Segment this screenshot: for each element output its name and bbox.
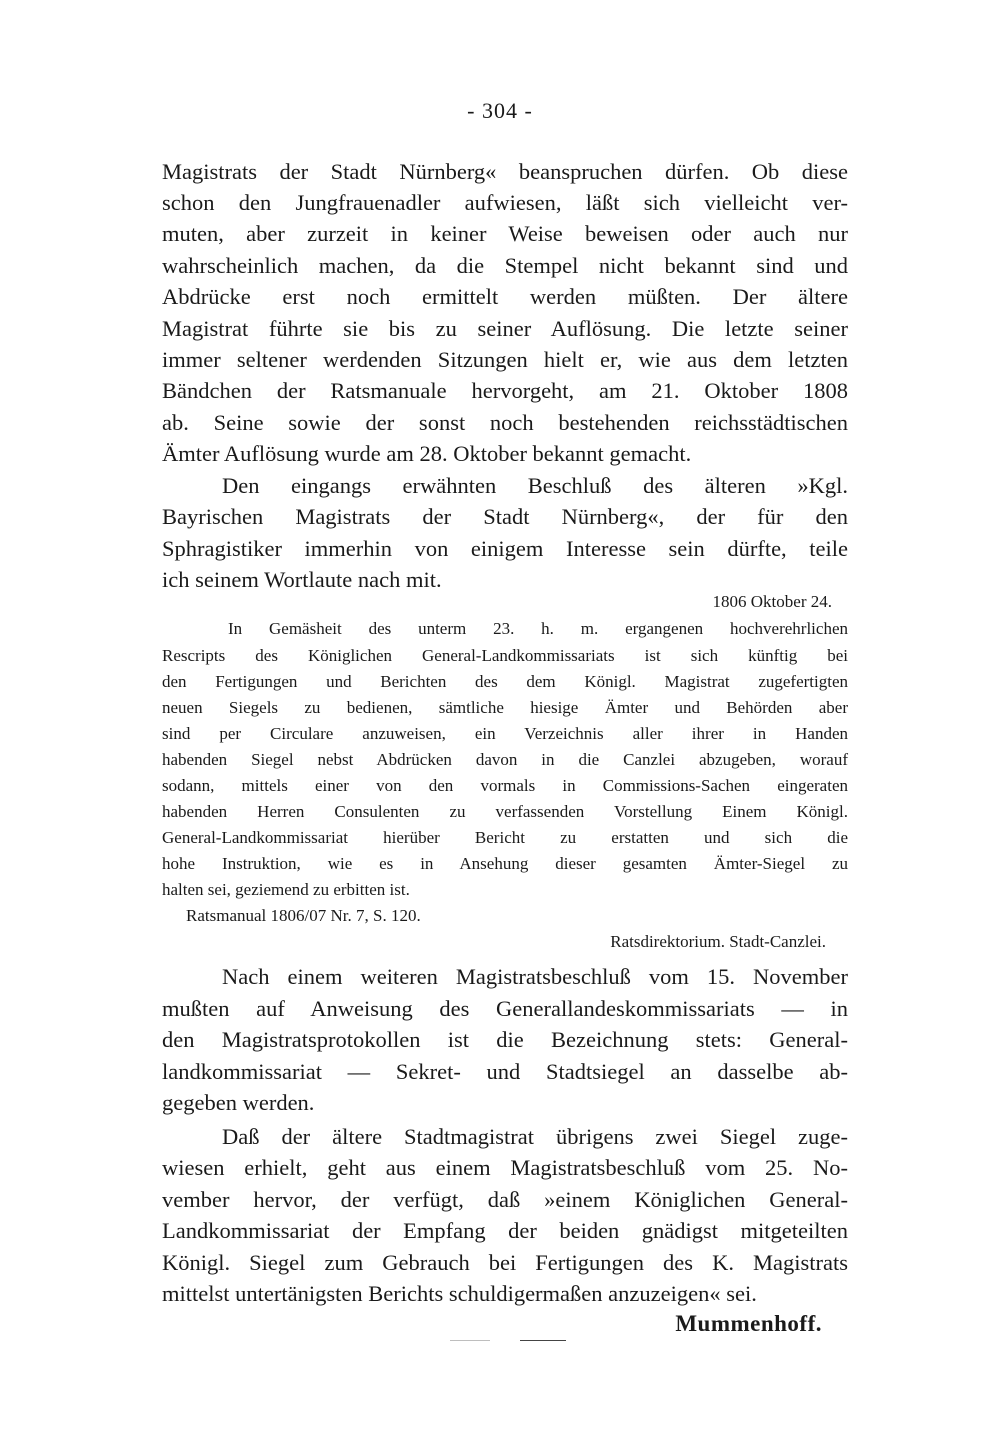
quote-line: habenden Herren Consulenten zu verfassenden Vorstellung Einem Königl. [162,802,848,821]
paragraph-1-line: schon den Jungfrauenadler aufwiesen, läßt sich vielleicht ver- [162,190,848,215]
quote-line: In Gemäsheit des unterm 23. h. m. ergangenen hochverehrlichen [228,619,848,638]
paragraph-1-line: immer seltener werdenden Sitzungen hielt er, wie aus dem letzten [162,347,848,372]
paragraph-3-line: mußten auf Anweisung des Generallandeskommissariats — in [162,996,848,1021]
end-rule [520,1340,566,1341]
paragraph-3-line: den Magistratsprotokollen ist die Bezeichnung stets: General- [162,1027,848,1052]
paragraph-1-line: wahrscheinlich machen, da die Stempel nicht bekannt sind und [162,253,848,278]
author-signature: Mummenhoff. [675,1311,822,1336]
paragraph-1-line: Ämter Auflösung wurde am 28. Oktober bekannt gemacht. [162,441,692,466]
paragraph-4-line: Königl. Siegel zum Gebrauch bei Fertigungen des K. Magistrats [162,1250,848,1275]
quote-line: halten sei, geziemend zu erbitten ist. [162,880,410,899]
paragraph-2-line: ich seinem Wortlaute nach mit. [162,567,442,592]
citation: Ratsmanual 1806/07 Nr. 7, S. 120. [186,906,421,925]
quote-signatures: Ratsdirektorium. Stadt-Canzlei. [610,932,826,951]
paragraph-4-line: Landkommissariat der Empfang der beiden gnädigst mitgeteilten [162,1218,848,1243]
page-number: - 304 - [467,98,533,123]
quote-line: habenden Siegel nebst Abdrücken davon in die Canzlei abzugeben, worauf [162,750,848,769]
quote-line: neuen Siegels zu bedienen, sämtliche hiesige Ämter und Behörden aber [162,698,848,717]
paragraph-4-line: mittelst untertänigsten Berichts schuldigermaßen anzuzeigen« sei. [162,1281,757,1306]
quote-line: Rescripts des Königlichen General-Landkommissariats ist sich künftig bei [162,646,848,665]
paragraph-3-line: landkommissariat — Sekret- und Stadtsiegel an dasselbe ab- [162,1059,848,1084]
paragraph-4-line: Daß der ältere Stadtmagistrat übrigens zwei Siegel zuge- [222,1124,848,1149]
paragraph-3-line: Nach einem weiteren Magistratsbeschluß vom 15. November [222,964,848,989]
paragraph-4-line: vember hervor, der verfügt, daß »einem Königlichen General- [162,1187,848,1212]
paragraph-1-line: Abdrücke erst noch ermittelt werden müßten. Der ältere [162,284,848,309]
paragraph-2-line: Den eingangs erwähnten Beschluß des älteren »Kgl. [222,473,848,498]
paragraph-2-line: Sphragistiker immerhin von einigem Interesse sein dürfte, teile [162,536,848,561]
paragraph-2-line: Bayrischen Magistrats der Stadt Nürnberg«, der für den [162,504,848,529]
paragraph-3-line: gegeben werden. [162,1090,315,1115]
quote-line: den Fertigungen und Berichten des dem Königl. Magistrat zugefertigten [162,672,848,691]
paragraph-1-line: Bändchen der Ratsmanuale hervorgeht, am 21. Oktober 1808 [162,378,848,403]
paragraph-4-line: wiesen erhielt, geht aus einem Magistratsbeschluß vom 25. No- [162,1155,848,1180]
paragraph-1-line: muten, aber zurzeit in keiner Weise beweisen oder auch nur [162,221,848,246]
quote-line: hohe Instruktion, wie es in Ansehung dieser gesamten Ämter-Siegel zu [162,854,848,873]
quote-date: 1806 Oktober 24. [712,592,832,611]
end-rule-faint [450,1340,490,1341]
paragraph-1-line: Magistrats der Stadt Nürnberg« beanspruchen dürfen. Ob diese [162,159,848,184]
quote-line: General-Landkommissariat hierüber Bericht zu erstatten und sich die [162,828,848,847]
paragraph-1-line: ab. Seine sowie der sonst noch bestehenden reichsstädtischen [162,410,848,435]
quote-line: sodann, mittels einer von den vormals in Commissions-Sachen eingeraten [162,776,848,795]
quote-line: sind per Circulare anzuweisen, ein Verzeichnis aller ihrer in Handen [162,724,848,743]
paragraph-1-line: Magistrat führte sie bis zu seiner Auflösung. Die letzte seiner [162,316,848,341]
